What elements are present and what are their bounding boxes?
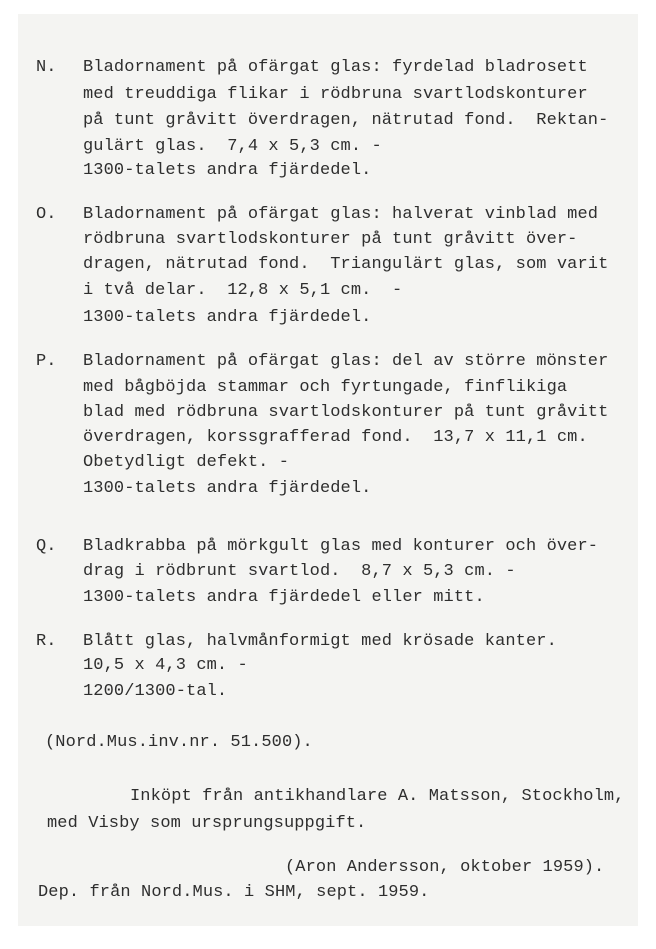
entry-text-line: i två delar. 12,8 x 5,1 cm. - — [83, 281, 403, 300]
author-signature: (Aron Andersson, oktober 1959). — [285, 858, 605, 877]
entry-text-line: 1300-talets andra fjärdedel. — [83, 479, 372, 498]
provenance-line-2: med Visby som ursprungsuppgift. — [47, 814, 367, 833]
entry-text-line: gulärt glas. 7,4 x 5,3 cm. - — [83, 137, 382, 156]
entry-text-line: Bladornament på ofärgat glas: halverat vinblad med — [83, 205, 599, 224]
entry-text-line: rödbruna svartlodskonturer på tunt gråvitt över- — [83, 230, 578, 249]
entry-text-line: 1300-talets andra fjärdedel eller mitt. — [83, 588, 485, 607]
entry-text-line: dragen, nätrutad fond. Triangulärt glas, som varit — [83, 255, 609, 274]
provenance-line-1: Inköpt från antikhandlare A. Matsson, Stockholm, — [130, 787, 625, 806]
entry-text-line: blad med rödbruna svartlodskonturer på tunt gråvitt — [83, 403, 609, 422]
entry-text-line: överdragen, korssgrafferad fond. 13,7 x 11,1 cm. — [83, 428, 588, 447]
entry-text-line: 1300-talets andra fjärdedel. — [83, 308, 372, 327]
entry-label: R. — [36, 632, 57, 651]
entry-label: N. — [36, 58, 57, 77]
deposit-note: Dep. från Nord.Mus. i SHM, sept. 1959. — [38, 883, 430, 902]
entry-text-line: Obetydligt defekt. - — [83, 453, 290, 472]
entry-label: O. — [36, 205, 57, 224]
entry-text-line: 10,5 x 4,3 cm. - — [83, 656, 248, 675]
entry-text-line: Bladornament på ofärgat glas: fyrdelad bladrosett — [83, 58, 588, 77]
entry-label: Q. — [36, 537, 57, 556]
entry-text-line: 1300-talets andra fjärdedel. — [83, 161, 372, 180]
entry-text-line: med treuddiga flikar i rödbruna svartlodskonturer — [83, 85, 588, 104]
entry-label: P. — [36, 352, 57, 371]
entry-text-line: Bladkrabba på mörkgult glas med konturer och över- — [83, 537, 599, 556]
entry-text-line: Bladornament på ofärgat glas: del av större mönster — [83, 352, 609, 371]
entry-text-line: med bågböjda stammar och fyrtungade, finflikiga — [83, 378, 568, 397]
entry-text-line: 1200/1300-tal. — [83, 682, 228, 701]
entry-text-line: drag i rödbrunt svartlod. 8,7 x 5,3 cm. - — [83, 562, 516, 581]
entry-text-line: på tunt gråvitt överdragen, nätrutad fond. Rektan- — [83, 111, 609, 130]
entry-text-line: Blått glas, halvmånformigt med krösade kanter. — [83, 632, 557, 651]
inventory-number: (Nord.Mus.inv.nr. 51.500). — [45, 733, 313, 752]
